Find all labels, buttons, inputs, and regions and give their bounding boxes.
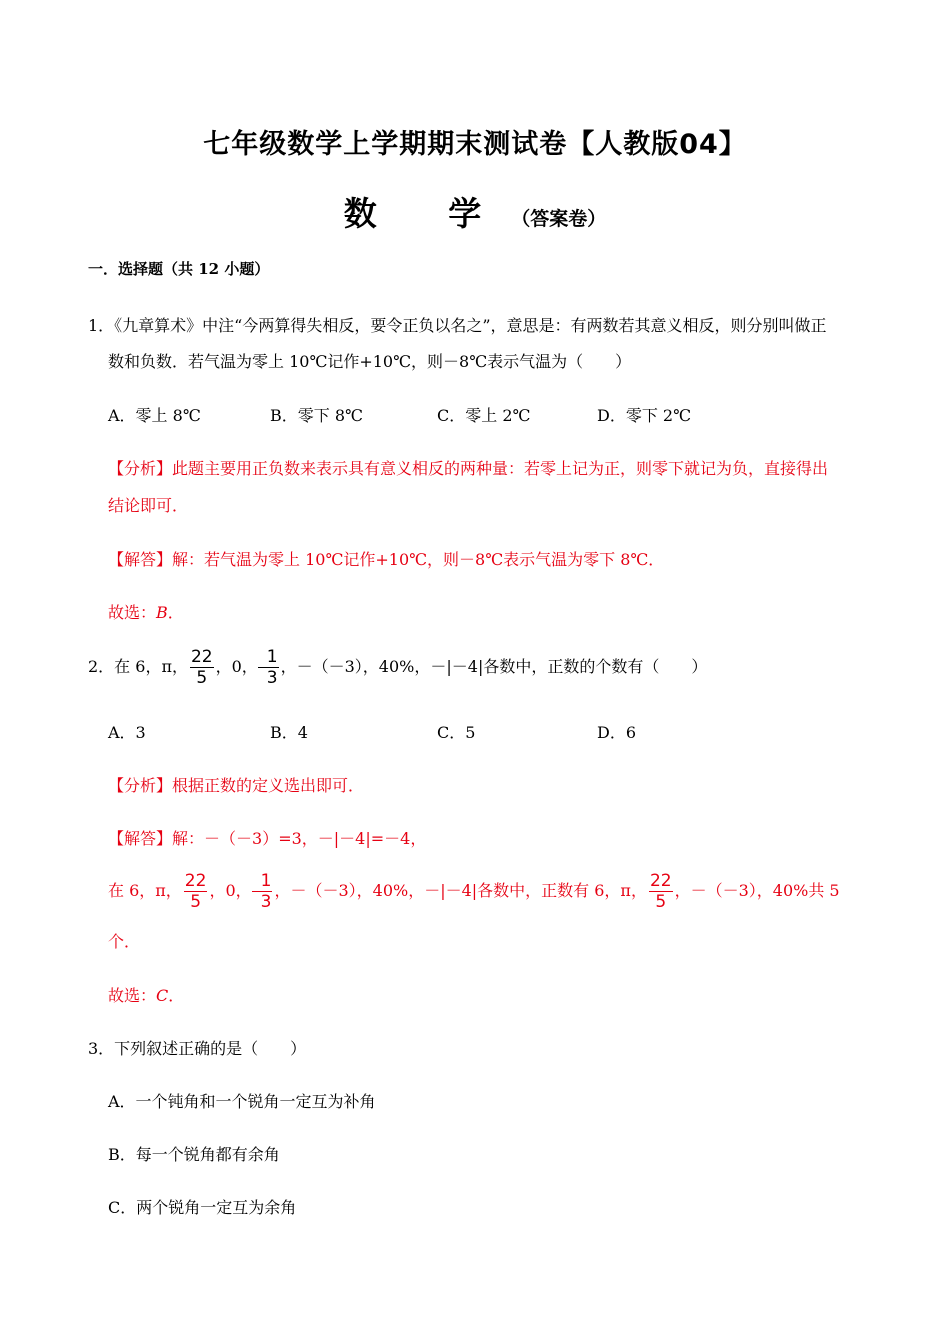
- q1-choice-suffix: ．: [167, 603, 184, 622]
- q2-sol2-b: ，0，: [209, 881, 252, 900]
- q2-sol2-c: ，－（－3），40%，－|－4|各数中，正数有 6，π，: [274, 881, 647, 900]
- frac-denominator: 3: [266, 668, 278, 688]
- q1-option-b: B．零下 8℃: [270, 406, 363, 425]
- minus-sign: [252, 891, 260, 892]
- minus-sign: [258, 667, 266, 668]
- frac-numerator: 1: [260, 871, 272, 891]
- q2-solution-line3: 个．: [108, 932, 141, 951]
- q1-stem-line2: 数和负数．若气温为零上 10℃记作+10℃，则－8℃表示气温为（ ）: [108, 352, 632, 371]
- q1-solution-tag: 【解答】: [108, 550, 173, 569]
- q2-choice-letter: C: [156, 986, 169, 1005]
- fraction-22-5: [190, 647, 214, 688]
- frac-numerator: 1: [266, 647, 278, 667]
- q2-option-d: D．6: [597, 723, 637, 742]
- q3-stem: 3．下列叙述正确的是（ ）: [88, 1039, 307, 1058]
- q2-choice: [108, 983, 184, 1006]
- q1-choice-prefix: 故选：: [108, 603, 157, 622]
- frac-numerator: 22: [649, 871, 672, 891]
- frac-numerator: 22: [184, 871, 207, 891]
- q1-analysis-text: 此题主要用正负数来表示具有意义相反的两种量：若零上记为正，则零下就记为负，直接得出: [172, 459, 829, 478]
- frac-denominator: 5: [196, 668, 208, 688]
- q1-option-a: A．零上 8℃: [108, 406, 201, 425]
- subject-note: （答案卷）: [511, 208, 607, 230]
- q1-option-c: C．零上 2℃: [437, 406, 531, 425]
- frac-numerator: 22: [190, 647, 213, 667]
- q2-stem-a: 2．在 6，π，: [88, 657, 188, 676]
- q3-option-b: B．每一个锐角都有余角: [108, 1145, 280, 1164]
- section-heading: 一．选择题（共 12 小题）: [88, 260, 270, 278]
- q2-sol2-d: ，－（－3），40%共 5: [674, 881, 840, 900]
- frac-denominator: 5: [655, 892, 667, 912]
- q2-solution: [108, 826, 426, 849]
- q2-sol2-a: 在 6，π，: [108, 881, 182, 900]
- q2-solution-line2: [108, 871, 840, 912]
- q1-solution: [108, 547, 664, 570]
- q1-analysis-tag: 【分析】: [108, 459, 173, 478]
- q2-analysis: [108, 773, 364, 796]
- q3-option-c: C．两个锐角一定互为余角: [108, 1198, 297, 1217]
- frac-denominator: 3: [260, 892, 272, 912]
- q2-analysis-tag: 【分析】: [108, 776, 173, 795]
- q1-choice: [108, 600, 184, 623]
- q2-choice-suffix: ．: [168, 986, 185, 1005]
- q1-stem-line1: 1．《九章算术》中注“今两算得失相反，要令正负以名之”，意思是：有两数若其意义相反，则分别叫做正: [88, 316, 827, 335]
- q1-analysis-line1: [108, 456, 828, 479]
- q1-choice-letter: B: [156, 603, 168, 622]
- subject-name: 数 学: [343, 194, 512, 233]
- q1-option-d: D．零下 2℃: [597, 406, 691, 425]
- q2-stem-c: ，－（－3），40%，－|－4|各数中，正数的个数有（ ）: [280, 657, 708, 676]
- q1-solution-text: 解：若气温为零上 10℃记作+10℃，则－8℃表示气温为零下 8℃．: [172, 550, 665, 569]
- negative-fraction-1-3: [258, 647, 281, 688]
- subject-heading: [0, 188, 950, 235]
- q2-stem: [88, 647, 707, 688]
- q2-option-a: A．3: [108, 723, 146, 742]
- q2-analysis-text: 根据正数的定义选出即可．: [172, 776, 365, 795]
- q2-option-c: C．5: [437, 723, 476, 742]
- q3-option-a: A．一个钝角和一个锐角一定互为补角: [108, 1092, 376, 1111]
- q2-choice-prefix: 故选：: [108, 986, 157, 1005]
- q2-stem-b: ，0，: [215, 657, 258, 676]
- fraction-22-5: [184, 871, 208, 912]
- q2-solution-text: 解：－（－3）=3，－|－4|=－4，: [172, 829, 427, 848]
- q2-solution-tag: 【解答】: [108, 829, 173, 848]
- q2-option-b: B．4: [270, 723, 308, 742]
- frac-denominator: 5: [190, 892, 202, 912]
- negative-fraction-1-3: [252, 871, 275, 912]
- page-title: 七年级数学上学期期末测试卷【人教版04】: [203, 129, 747, 160]
- q1-analysis-line2: 结论即可．: [108, 496, 189, 515]
- fraction-22-5: [649, 871, 673, 912]
